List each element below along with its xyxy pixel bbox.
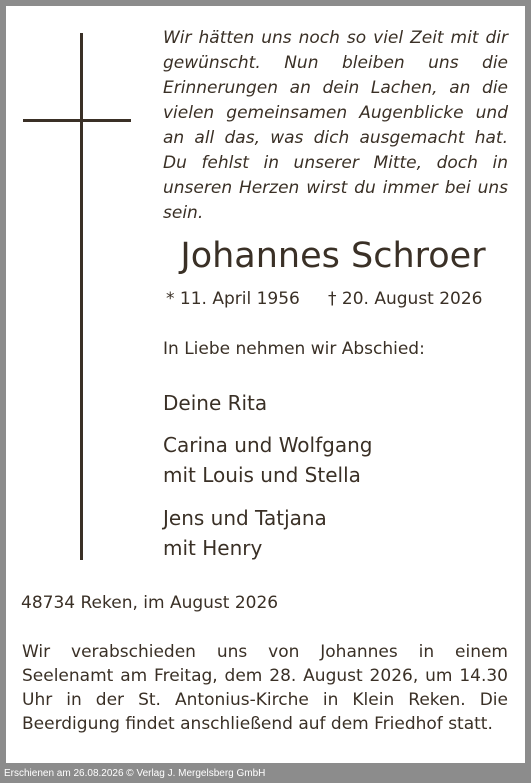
cross-horizontal-bar xyxy=(23,119,131,122)
mourner-line: Carina und Wolfgang xyxy=(163,433,373,457)
mourner-entry xyxy=(163,388,267,418)
birth-date: * 11. April 1956 xyxy=(166,289,300,309)
cross-vertical-bar xyxy=(80,33,83,560)
memorial-poem: Wir hätten uns noch so viel Zeit mit dir gewünscht. Nun bleiben uns die Erinnerungen an dein Lachen, an die vielen gemeinsamen Augenblicke und an all das, was dich ausgemacht hat. Du fehlst in unserer Mitte, doch in unseren Herzen wirst du immer bei uns sein. xyxy=(163,28,508,223)
mourner-line: Deine Rita xyxy=(163,391,268,415)
mourner-line: mit Louis und Stella xyxy=(163,463,361,487)
farewell-intro: In Liebe nehmen wir Abschied: xyxy=(163,339,425,359)
mourner-line: mit Henry xyxy=(163,536,263,560)
deceased-name: Johannes Schroer xyxy=(180,236,486,276)
place-and-date: 48734 Reken, im August 2026 xyxy=(21,593,279,613)
death-date: † 20. August 2026 xyxy=(328,289,483,309)
mourner-line: Jens und Tatjana xyxy=(163,506,327,530)
funeral-notice: Wir verabschieden uns von Johannes in einem Seelenamt am Freitag, dem 28. August 2026, um 14.30 Uhr in der St. Antonius-Kirche in Klein Reken. Die Beerdigung findet anschließend auf dem Friedhof statt. xyxy=(22,642,508,734)
publication-footer: Erschienen am 26.08.2026 © Verlag J. Mergelsberg GmbH xyxy=(4,768,266,779)
mourner-entry xyxy=(163,503,327,563)
obituary-card xyxy=(6,6,525,763)
mourner-entry xyxy=(163,430,372,490)
